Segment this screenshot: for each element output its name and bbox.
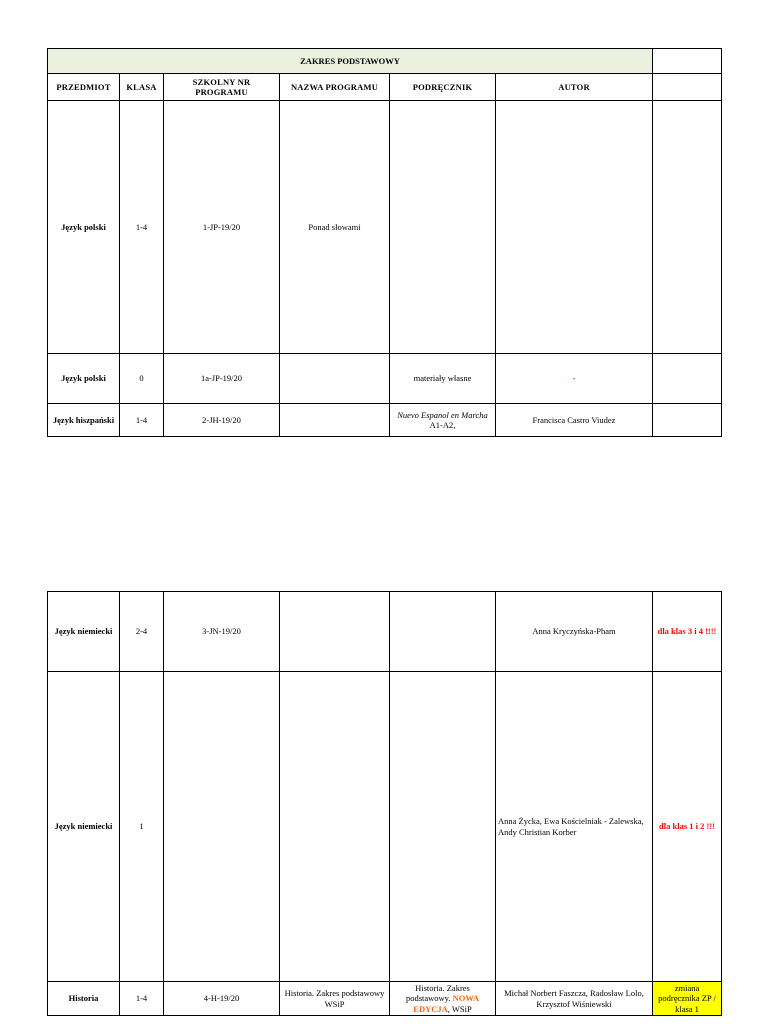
table-row (48, 592, 722, 672)
cell-program (280, 354, 390, 404)
header-nr-programu: SZKOLNY NR PROGRAMU (164, 74, 280, 101)
cell-podrecznik: materiały własne (390, 354, 496, 404)
empty-cell (653, 49, 722, 74)
podrecznik-level: A1-A2, (429, 420, 456, 430)
cell-nr: 2-JH-19/20 (164, 404, 280, 437)
cell-uwagi: dla klas 1 i 2 !!! (653, 672, 722, 982)
table-row (48, 101, 722, 354)
cell-nr: 3-JN-19/20 (164, 592, 280, 672)
cell-subject: Język polski (48, 101, 120, 354)
cell-klasa: 1-4 (120, 404, 164, 437)
cell-subject: Historia (48, 982, 120, 1016)
header-autor: AUTOR (496, 74, 653, 101)
empty-cell (653, 74, 722, 101)
table-row (48, 982, 722, 1016)
cell-klasa: 1-4 (120, 982, 164, 1016)
empty-cell (653, 404, 722, 437)
curriculum-table-basic (47, 48, 722, 437)
cell-nr: 4-H-19/20 (164, 982, 280, 1016)
header-podrecznik: PODRĘCZNIK (390, 74, 496, 101)
cell-autor: Anna Życka, Ewa Kościelniak - Zalewska, Andy Christian Korber (496, 672, 653, 982)
new-edition-label: NOWA EDYCJA (413, 993, 480, 1014)
table-row (48, 404, 722, 437)
cell-nr: 1a-JP-19/20 (164, 354, 280, 404)
cell-autor: Francisca Castro Viudez (496, 404, 653, 437)
cell-podrecznik (390, 672, 496, 982)
cell-subject: Język niemiecki (48, 592, 120, 672)
cell-klasa: 2-4 (120, 592, 164, 672)
curriculum-table-continued (47, 591, 722, 1016)
cell-klasa: 1-4 (120, 101, 164, 354)
cell-klasa: 0 (120, 354, 164, 404)
table-title: ZAKRES PODSTAWOWY (48, 49, 653, 74)
header-nazwa-programu: NAZWA PROGRAMU (280, 74, 390, 101)
cell-program (280, 672, 390, 982)
podrecznik-text: Historia. Zakres podstawowy. (405, 983, 470, 1004)
cell-program: Ponad słowami (280, 101, 390, 354)
table-row (48, 354, 722, 404)
cell-klasa: 1 (120, 672, 164, 982)
empty-cell (653, 101, 722, 354)
cell-autor: Anna Kryczyńska-Pham (496, 592, 653, 672)
header-klasa: KLASA (120, 74, 164, 101)
cell-uwagi: dla klas 3 i 4 !!!! (653, 592, 722, 672)
cell-podrecznik (390, 592, 496, 672)
cell-subject: Język hiszpański (48, 404, 120, 437)
cell-autor: Michał Norbert Faszcza, Radosław Lolo, Krzysztof Wiśniewski (496, 982, 653, 1016)
cell-program: Historia. Zakres podstawowy WSiP (280, 982, 390, 1016)
publisher-text: , WSiP (447, 1003, 472, 1014)
table-row (48, 672, 722, 982)
cell-podrecznik (390, 982, 496, 1016)
podrecznik-title: Nuevo Espanol en Marcha (397, 409, 488, 420)
cell-subject: Język polski (48, 354, 120, 404)
cell-program (280, 592, 390, 672)
cell-podrecznik (390, 404, 496, 437)
cell-nr: 1-JP-19/20 (164, 101, 280, 354)
cell-program (280, 404, 390, 437)
cell-autor (496, 101, 653, 354)
empty-cell (653, 354, 722, 404)
cell-subject: Język niemiecki (48, 672, 120, 982)
cell-autor: - (496, 354, 653, 404)
cell-uwagi: zmiana podręcznika ZP / klasa 1 (653, 982, 722, 1016)
cell-podrecznik (390, 101, 496, 354)
cell-nr (164, 672, 280, 982)
header-przedmiot: PRZEDMIOT (48, 74, 120, 101)
